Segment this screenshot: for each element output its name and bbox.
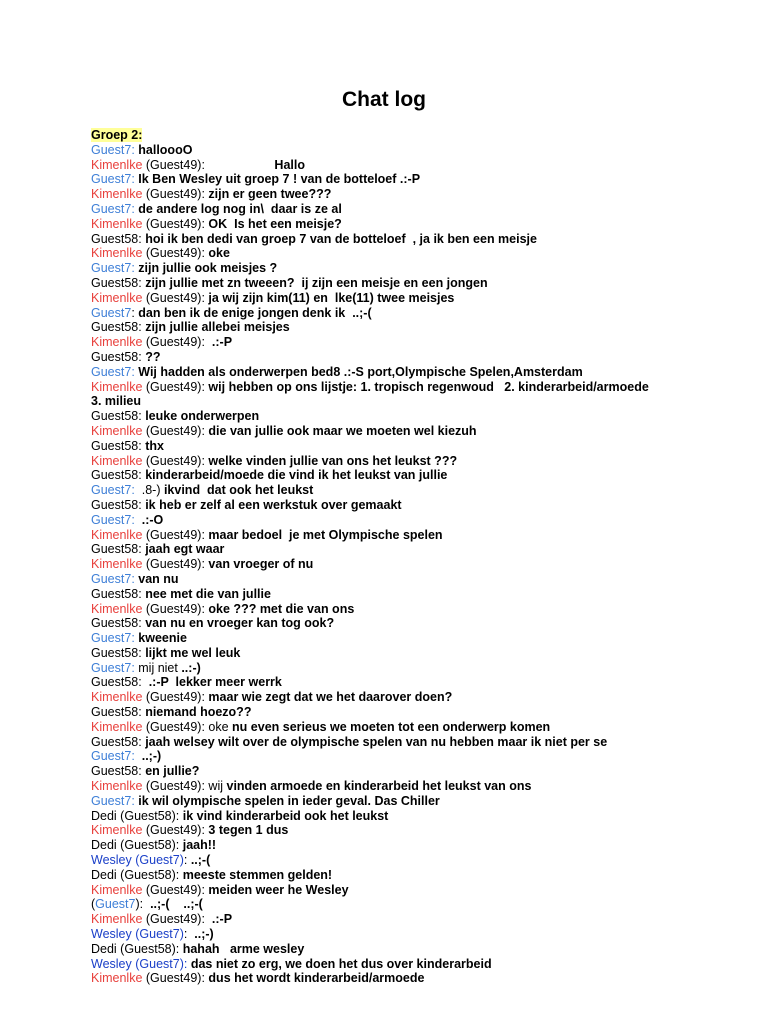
message-text: Hallo <box>204 157 305 172</box>
speaker-label: Kimenlke <box>91 690 143 705</box>
message-text: zijn jullie allebei meisjes <box>145 320 290 335</box>
message-text: kinderarbeid/moede die vind ik het leukst van jullie <box>145 468 448 483</box>
speaker-label: (Guest49): <box>142 690 209 705</box>
speaker-label: (Guest49): <box>142 379 209 394</box>
chat-message <box>91 971 691 986</box>
message-text: maar wie zegt dat we het daarover doen? <box>208 690 453 705</box>
chat-message <box>91 616 691 631</box>
speaker-label: Kimenlke <box>91 157 143 172</box>
speaker-label: Guest7 <box>91 512 132 527</box>
speaker-label: Guest58: <box>91 320 146 335</box>
message-text: jaah!! <box>182 838 217 853</box>
speaker-label: ( <box>91 897 96 912</box>
message-text: zijn jullie met zn tweeen? ij zijn een meisje en een jongen <box>145 275 488 290</box>
message-text: die van jullie ook maar we moeten wel kiezuh <box>208 423 477 438</box>
chat-message <box>91 542 691 557</box>
speaker-label: Guest7 <box>91 483 132 498</box>
speaker-label: Guest58: <box>91 275 146 290</box>
speaker-label: (Guest49): <box>142 971 209 986</box>
speaker-label: Wesley (Guest7) <box>91 853 184 868</box>
message-text: mij niet ..:-) <box>138 660 201 675</box>
speaker-label: (Guest49): <box>142 246 209 261</box>
chat-message <box>91 675 691 690</box>
message-text: van vroeger of nu <box>208 557 314 572</box>
message-text: .:-P lekker meer werrk <box>148 675 282 690</box>
speaker-label: Kimenlke <box>91 453 143 468</box>
speaker-label: : <box>131 660 139 675</box>
chat-message <box>91 261 691 276</box>
speaker-label: : <box>131 483 142 498</box>
speaker-label: (Guest49): <box>142 423 209 438</box>
message-text: .:-O <box>141 512 164 527</box>
speaker-label: Guest7 <box>91 749 132 764</box>
speaker-label: : <box>131 571 139 586</box>
page-title: Chat log <box>342 88 426 111</box>
chat-message <box>91 158 691 173</box>
message-text: van nu <box>138 571 179 586</box>
chat-message <box>91 661 691 676</box>
chat-message <box>91 143 691 158</box>
speaker-label: Kimenlke <box>91 187 143 202</box>
chat-message <box>91 202 691 217</box>
message-text: en jullie? <box>145 764 200 779</box>
speaker-label: : <box>131 512 142 527</box>
message-text: hahah arme wesley <box>182 941 305 956</box>
chat-message <box>91 883 691 898</box>
speaker-label: : <box>183 927 195 942</box>
speaker-label: (Guest49): <box>142 216 209 231</box>
message-text: ?? <box>145 349 161 364</box>
speaker-label: Dedi (Guest58): <box>91 838 183 853</box>
chat-message <box>91 942 691 957</box>
chat-message <box>91 927 691 942</box>
speaker-label: : <box>131 631 139 646</box>
message-text: ..;-) <box>194 927 214 942</box>
speaker-label: Kimenlke <box>91 719 143 734</box>
chat-message <box>91 957 691 972</box>
speaker-label: Guest58: <box>91 586 146 601</box>
chat-message <box>91 690 691 705</box>
message-text: maar bedoel je met Olympische spelen <box>208 527 443 542</box>
message-text: meeste stemmen gelden! <box>182 867 333 882</box>
message-text: dus het wordt kinderarbeid/armoede <box>208 971 425 986</box>
chat-message <box>91 320 691 335</box>
speaker-label: (Guest49): <box>142 557 209 572</box>
speaker-label: Kimenlke <box>91 971 143 986</box>
message-text: ..;-( ..;-( <box>150 897 203 912</box>
message-text: 3. milieu <box>91 394 142 409</box>
speaker-label: (Guest49): <box>142 719 209 734</box>
message-text: thx <box>145 438 164 453</box>
speaker-label: Kimenlke <box>91 527 143 542</box>
speaker-label: Wesley (Guest7) <box>91 956 184 971</box>
speaker-label: (Guest49): <box>142 187 209 202</box>
message-text: niemand hoezo?? <box>145 705 252 720</box>
speaker-label: Dedi (Guest58): <box>91 867 183 882</box>
message-text: .8-) ikvind dat ook het leukst <box>141 483 314 498</box>
chat-message <box>91 439 691 454</box>
message-text: meiden weer he Wesley <box>208 882 349 897</box>
speaker-label: Guest7 <box>91 172 132 187</box>
chat-message <box>91 705 691 720</box>
message-text: van nu en vroeger kan tog ook? <box>145 616 335 631</box>
speaker-label: Kimenlke <box>91 912 143 927</box>
chat-message <box>91 513 691 528</box>
speaker-label: : <box>131 201 139 216</box>
speaker-label: Kimenlke <box>91 290 143 305</box>
speaker-label: : <box>131 172 139 187</box>
speaker-label: Guest7 <box>95 897 136 912</box>
speaker-label: Guest58: <box>91 764 146 779</box>
chat-message <box>91 720 691 735</box>
speaker-label: Guest58: <box>91 349 146 364</box>
message-text: OK Is het een meisje? <box>208 216 342 231</box>
speaker-label: Kimenlke <box>91 379 143 394</box>
speaker-label: Guest58: <box>91 734 146 749</box>
message-text: kweenie <box>138 631 187 646</box>
speaker-label: Dedi (Guest58): <box>91 808 183 823</box>
chat-message <box>91 409 691 424</box>
speaker-label: Guest7 <box>91 201 132 216</box>
chat-message <box>91 350 691 365</box>
message-text: hoi ik ben dedi van groep 7 van de botteloef , ja ik ben een meisje <box>145 231 537 246</box>
speaker-label: (Guest49): <box>142 290 209 305</box>
speaker-label: Guest7 <box>91 305 132 320</box>
chat-message <box>91 794 691 809</box>
message-text: zijn er geen twee??? <box>208 187 332 202</box>
chat-message <box>91 394 691 409</box>
speaker-label: Guest58: <box>91 616 146 631</box>
speaker-label: Guest7 <box>91 631 132 646</box>
speaker-label: Guest7 <box>91 660 132 675</box>
chat-message <box>91 602 691 617</box>
chat-message <box>91 232 691 247</box>
message-text: de andere log nog in\ daar is ze al <box>138 201 342 216</box>
message-text: 3 tegen 1 dus <box>208 823 289 838</box>
speaker-label: Kimenlke <box>91 423 143 438</box>
speaker-label: (Guest49): <box>142 157 205 172</box>
speaker-label: Guest7 <box>91 364 132 379</box>
speaker-label: Dedi (Guest58): <box>91 941 183 956</box>
chat-message <box>91 291 691 306</box>
message-text: dan ben ik de enige jongen denk ik ..;-( <box>138 305 372 320</box>
speaker-label: : <box>131 261 139 276</box>
chat-message <box>91 276 691 291</box>
chat-message <box>91 306 691 321</box>
chat-message <box>91 468 691 483</box>
speaker-label: Guest58: <box>91 675 149 690</box>
chat-message <box>91 172 691 187</box>
message-text: jaah welsey wilt over de olympische spelen van nu hebben maar ik niet per se <box>145 734 608 749</box>
message-text: .:-P <box>211 912 233 927</box>
message-text: leuke onderwerpen <box>145 409 260 424</box>
message-text: jaah egt waar <box>145 542 225 557</box>
chat-message <box>91 809 691 824</box>
message-text: Ik Ben Wesley uit groep 7 ! van de botteloef .:-P <box>138 172 421 187</box>
speaker-label: Kimenlke <box>91 601 143 616</box>
chat-message <box>91 380 691 395</box>
speaker-label: : <box>131 305 139 320</box>
message-text: .:-P <box>211 335 233 350</box>
message-text: ..;-) <box>141 749 162 764</box>
group-label: Groep 2: <box>91 128 143 142</box>
speaker-label: Guest7 <box>91 261 132 276</box>
message-text: oke ??? met die van ons <box>208 601 355 616</box>
speaker-label: ): <box>135 897 151 912</box>
chat-message <box>91 572 691 587</box>
chat-message <box>91 246 691 261</box>
chat-message <box>91 853 691 868</box>
chat-message <box>91 483 691 498</box>
message-text: wij hebben op ons lijstje: 1. tropisch regenwoud 2. kinderarbeid/armoede <box>208 379 649 394</box>
message-text: ik wil olympische spelen in ieder geval. Das Chiller <box>138 793 440 808</box>
chat-message <box>91 897 691 912</box>
message-text: ja wij zijn kim(11) en lke(11) twee meisjes <box>208 290 455 305</box>
chat-message <box>91 187 691 202</box>
message-text: nee met die van jullie <box>145 586 271 601</box>
chat-message <box>91 528 691 543</box>
message-text: Wij hadden als onderwerpen bed8 .:-S port,Olympische Spelen,Amsterdam <box>138 364 583 379</box>
message-text: oke nu even serieus we moeten tot een onderwerp komen <box>208 719 551 734</box>
speaker-label: Guest58: <box>91 705 146 720</box>
message-text: das niet zo erg, we doen het dus over kinderarbeid <box>190 956 492 971</box>
speaker-label: Guest58: <box>91 409 146 424</box>
chat-message <box>91 557 691 572</box>
speaker-label: (Guest49): <box>142 882 209 897</box>
speaker-label: (Guest49): <box>142 601 209 616</box>
speaker-label: Kimenlke <box>91 216 143 231</box>
message-text: wij vinden armoede en kinderarbeid het leukst van ons <box>208 779 532 794</box>
speaker-label: Guest7 <box>91 571 132 586</box>
chat-message <box>91 764 691 779</box>
message-text: ik heb er zelf al een werkstuk over gemaakt <box>145 497 402 512</box>
chat-message <box>91 735 691 750</box>
speaker-label: (Guest49): <box>142 912 212 927</box>
chat-message <box>91 454 691 469</box>
chat-message <box>91 823 691 838</box>
message-text: lijkt me wel leuk <box>145 645 241 660</box>
speaker-label: Kimenlke <box>91 882 143 897</box>
chat-message <box>91 868 691 883</box>
message-text: ik vind kinderarbeid ook het leukst <box>182 808 389 823</box>
speaker-label: Guest7 <box>91 142 132 157</box>
chat-message <box>91 749 691 764</box>
speaker-label: : <box>131 793 139 808</box>
speaker-label: Kimenlke <box>91 335 143 350</box>
speaker-label: Kimenlke <box>91 779 143 794</box>
speaker-label: (Guest49): <box>142 335 212 350</box>
speaker-label: (Guest49): <box>142 823 209 838</box>
speaker-label: Guest58: <box>91 497 146 512</box>
speaker-label: : <box>131 142 139 157</box>
speaker-label: Guest58: <box>91 231 146 246</box>
message-text: oke <box>208 246 230 261</box>
speaker-label: Wesley (Guest7) <box>91 927 184 942</box>
speaker-label: (Guest49): <box>142 527 209 542</box>
chat-message <box>91 646 691 661</box>
message-text: zijn jullie ook meisjes ? <box>138 261 278 276</box>
chat-message <box>91 587 691 602</box>
speaker-label: Guest58: <box>91 645 146 660</box>
speaker-label: Guest58: <box>91 542 146 557</box>
speaker-label: : <box>183 853 191 868</box>
speaker-label: (Guest49): <box>142 453 209 468</box>
chat-message <box>91 365 691 380</box>
speaker-label: : <box>183 956 191 971</box>
speaker-label: Guest58: <box>91 438 146 453</box>
speaker-label: Kimenlke <box>91 246 143 261</box>
chat-message <box>91 335 691 350</box>
chat-message <box>91 424 691 439</box>
chat-message <box>91 779 691 794</box>
chat-message <box>91 912 691 927</box>
chat-message <box>91 631 691 646</box>
message-text: halloooO <box>138 142 193 157</box>
speaker-label: Kimenlke <box>91 823 143 838</box>
speaker-label: : <box>131 364 139 379</box>
chat-log <box>91 128 691 986</box>
chat-message <box>91 838 691 853</box>
speaker-label: Guest58: <box>91 468 146 483</box>
message-text: welke vinden jullie van ons het leukst ??? <box>208 453 458 468</box>
message-text: ..;-( <box>190 853 211 868</box>
speaker-label: Guest7 <box>91 793 132 808</box>
speaker-label: : <box>131 749 142 764</box>
chat-message <box>91 217 691 232</box>
speaker-label: (Guest49): <box>142 779 209 794</box>
speaker-label: Kimenlke <box>91 557 143 572</box>
chat-message <box>91 498 691 513</box>
